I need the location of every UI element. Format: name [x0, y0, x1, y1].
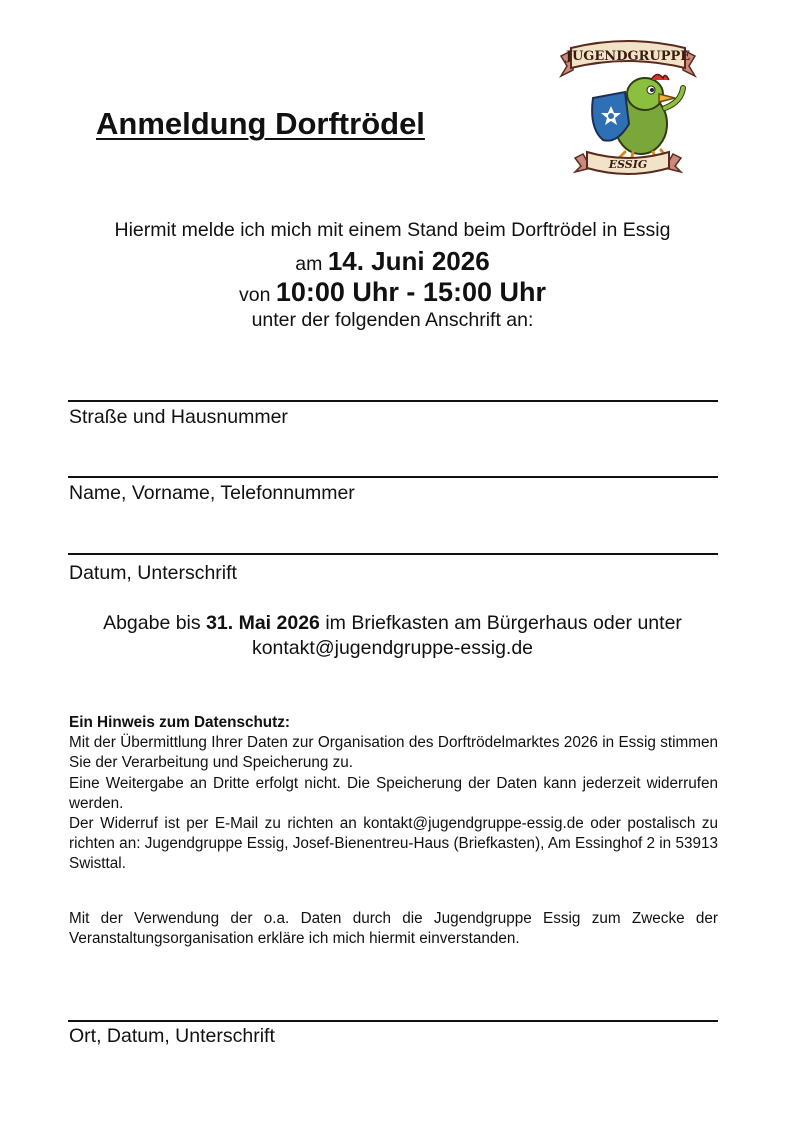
deadline-date: 31. Mai 2026: [206, 612, 320, 634]
privacy-heading: Ein Hinweis zum Datenschutz:: [69, 714, 290, 731]
intro-time-prefix: von: [239, 284, 276, 306]
place-date-signature-line[interactable]: [68, 1020, 718, 1022]
intro-line-date: [0, 246, 785, 277]
privacy-paragraph-2: Eine Weitergabe an Dritte erfolgt nicht. Die Speicherung der Daten kann jederzeit widerrufen werden.: [69, 774, 718, 812]
deadline-line: [0, 612, 785, 635]
consent-statement: Mit der Verwendung der o.a. Daten durch die Jugendgruppe Essig zum Zwecke der Veranstaltungsorganisation erkläre ich mich hiermit einverstanden.: [69, 910, 718, 948]
date-signature-field-line[interactable]: [68, 553, 718, 555]
name-field-line[interactable]: [68, 476, 718, 478]
intro-line-1: Hiermit melde ich mich mit einem Stand beim Dorftrödel in Essig: [114, 219, 671, 241]
event-date: 14. Juni 2026: [327, 246, 490, 276]
place-date-signature-label: Ort, Datum, Unterschrift: [69, 1025, 275, 1047]
logo-banner-bottom-text: ESSIG: [608, 158, 648, 171]
date-signature-field-label: Datum, Unterschrift: [69, 562, 237, 584]
rooster-mascot-logo-icon: [553, 36, 703, 176]
street-field-label: Straße und Hausnummer: [69, 406, 288, 428]
privacy-paragraph-3: Der Widerruf ist per E-Mail zu richten an kontakt@jugendgruppe-essig.de oder postalisch zu richten an: Jugendgruppe Essig, Josef-Bienentreu-Haus (Briefkasten), Am Essinghof 2 in 53913 Swisttal.: [69, 815, 718, 873]
intro-line-time: [0, 277, 785, 308]
name-field-label: Name, Vorname, Telefonnummer: [69, 482, 355, 504]
logo-banner-top-text: JUGENDGRUPPE: [565, 49, 691, 64]
privacy-notice: [69, 713, 718, 875]
page-title: Anmeldung Dorftrödel: [96, 106, 425, 141]
intro-date-prefix: am: [295, 253, 328, 275]
deadline-suffix: im Briefkasten am Bürgerhaus oder unter: [319, 612, 682, 634]
contact-email: kontakt@jugendgruppe-essig.de: [251, 637, 534, 659]
deadline-prefix: Abgabe bis: [103, 612, 207, 634]
event-time: 10:00 Uhr - 15:00 Uhr: [275, 277, 546, 307]
street-field-line[interactable]: [68, 400, 718, 402]
privacy-paragraph-1: Mit der Übermittlung Ihrer Daten zur Organisation des Dorftrödelmarktes 2026 in Essig stimmen Sie der Verarbeitung und Speicherung zu.: [69, 734, 718, 772]
intro-line-4: unter der folgenden Anschrift an:: [251, 309, 534, 331]
